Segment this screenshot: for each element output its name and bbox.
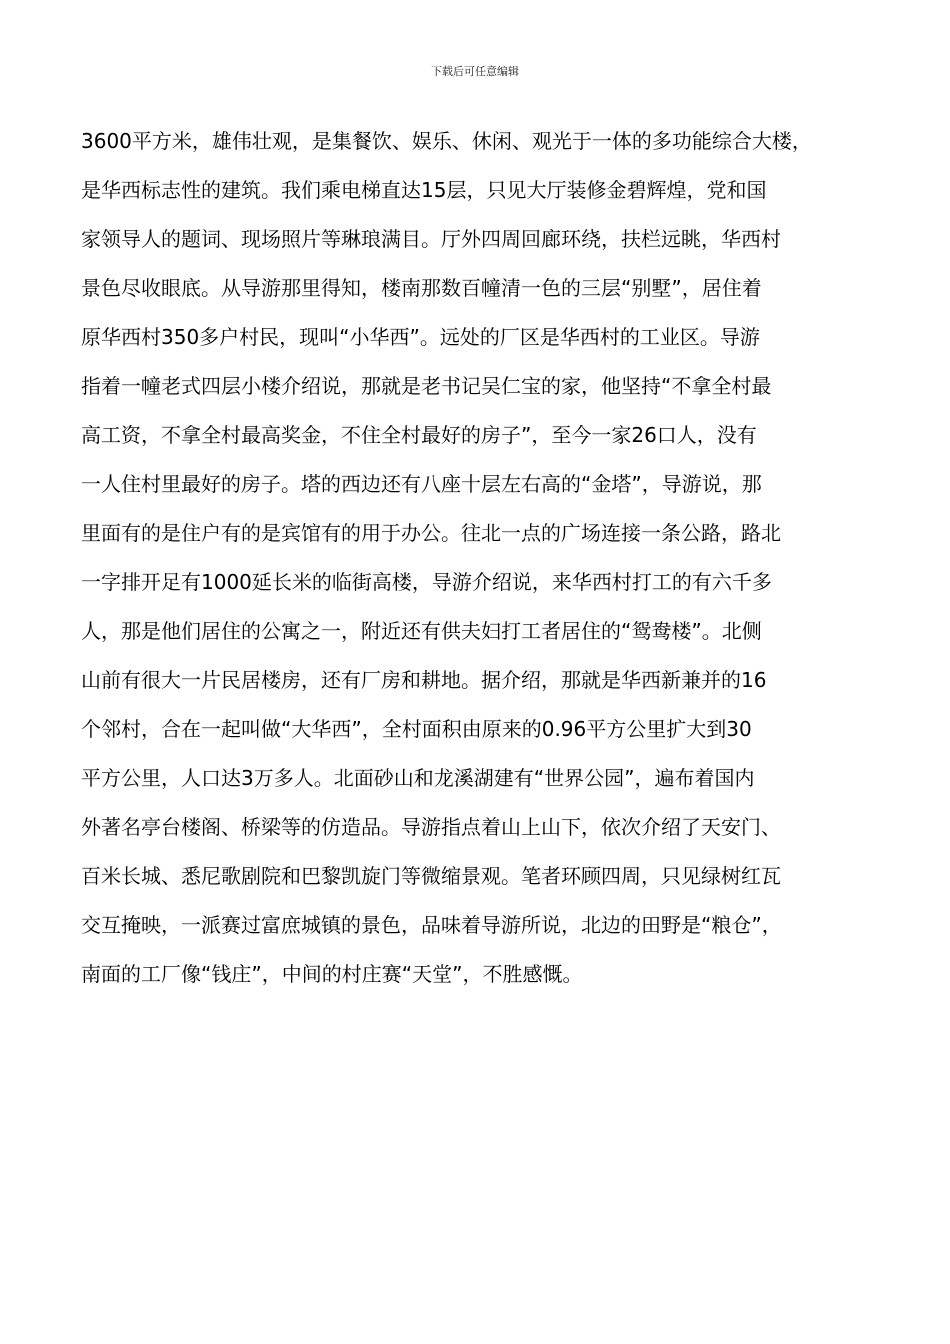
paragraph-line: 百米长城、悉尼歌剧院和巴黎凯旋门等微缩景观。笔者环顾四周，只见绿树红瓦 (81, 864, 781, 888)
article-body (81, 117, 881, 999)
paragraph-line: 个邻村，合在一起叫做“大华西”，全村面积由原来的0.96平方公里扩大到30 (81, 717, 752, 741)
paragraph-line: 山前有很大一片民居楼房，还有厂房和耕地。据介绍，那就是华西新兼并的16 (81, 668, 767, 692)
paragraph-line: 南面的工厂像“钱庄”，中间的村庄赛“天堂”，不胜感慨。 (81, 962, 583, 986)
paragraph-line: 原华西村350多户村民，现叫“小华西”。远处的厂区是华西村的工业区。导游 (81, 325, 760, 349)
paragraph-line: 高工资，不拿全村最高奖金，不住全村最好的房子”，至今一家26口人，没有 (81, 423, 757, 447)
paragraph-line: 交互掩映，一派赛过富庶城镇的景色，品味着导游所说，北边的田野是“粮仓”， (81, 913, 782, 937)
page-header: 下载后可任意编辑 (431, 65, 519, 78)
paragraph-line: 平方公里，人口达3万多人。北面砂山和龙溪湖建有“世界公园”，遍布着国内 (81, 766, 755, 790)
paragraph-line: 是华西标志性的建筑。我们乘电梯直达15层，只见大厅装修金碧辉煌，党和国 (81, 178, 767, 202)
paragraph-line: 家领导人的题词、现场照片等琳琅满目。厅外四周回廊环绕，扶栏远眺，华西村 (81, 227, 781, 251)
paragraph-line: 一人住村里最好的房子。塔的西边还有八座十层左右高的“金塔”，导游说，那 (81, 472, 762, 496)
paragraph-line: 一字排开足有1000延长米的临街高楼，导游介绍说，来华西村打工的有六千多 (81, 570, 772, 594)
paragraph-line: 外著名亭台楼阁、桥梁等的仿造品。导游指点着山上山下，依次介绍了天安门、 (81, 815, 781, 839)
paragraph-line: 里面有的是住户有的是宾馆有的用于办公。往北一点的广场连接一条公路，路北 (81, 521, 781, 545)
paragraph-line: 指着一幢老式四层小楼介绍说，那就是老书记吴仁宝的家，他坚持“不拿全村最 (81, 374, 772, 398)
paragraph-line: 3600平方米，雄伟壮观，是集餐饮、娱乐、休闲、观光于一体的多功能综合大楼， (81, 129, 812, 153)
paragraph-line: 人，那是他们居住的公寓之一，附近还有供夫妇打工者居住的“鸳鸯楼”。北侧 (81, 619, 762, 643)
paragraph-line: 景色尽收眼底。从导游那里得知，楼南那数百幢清一色的三层“别墅”，居住着 (81, 276, 762, 300)
